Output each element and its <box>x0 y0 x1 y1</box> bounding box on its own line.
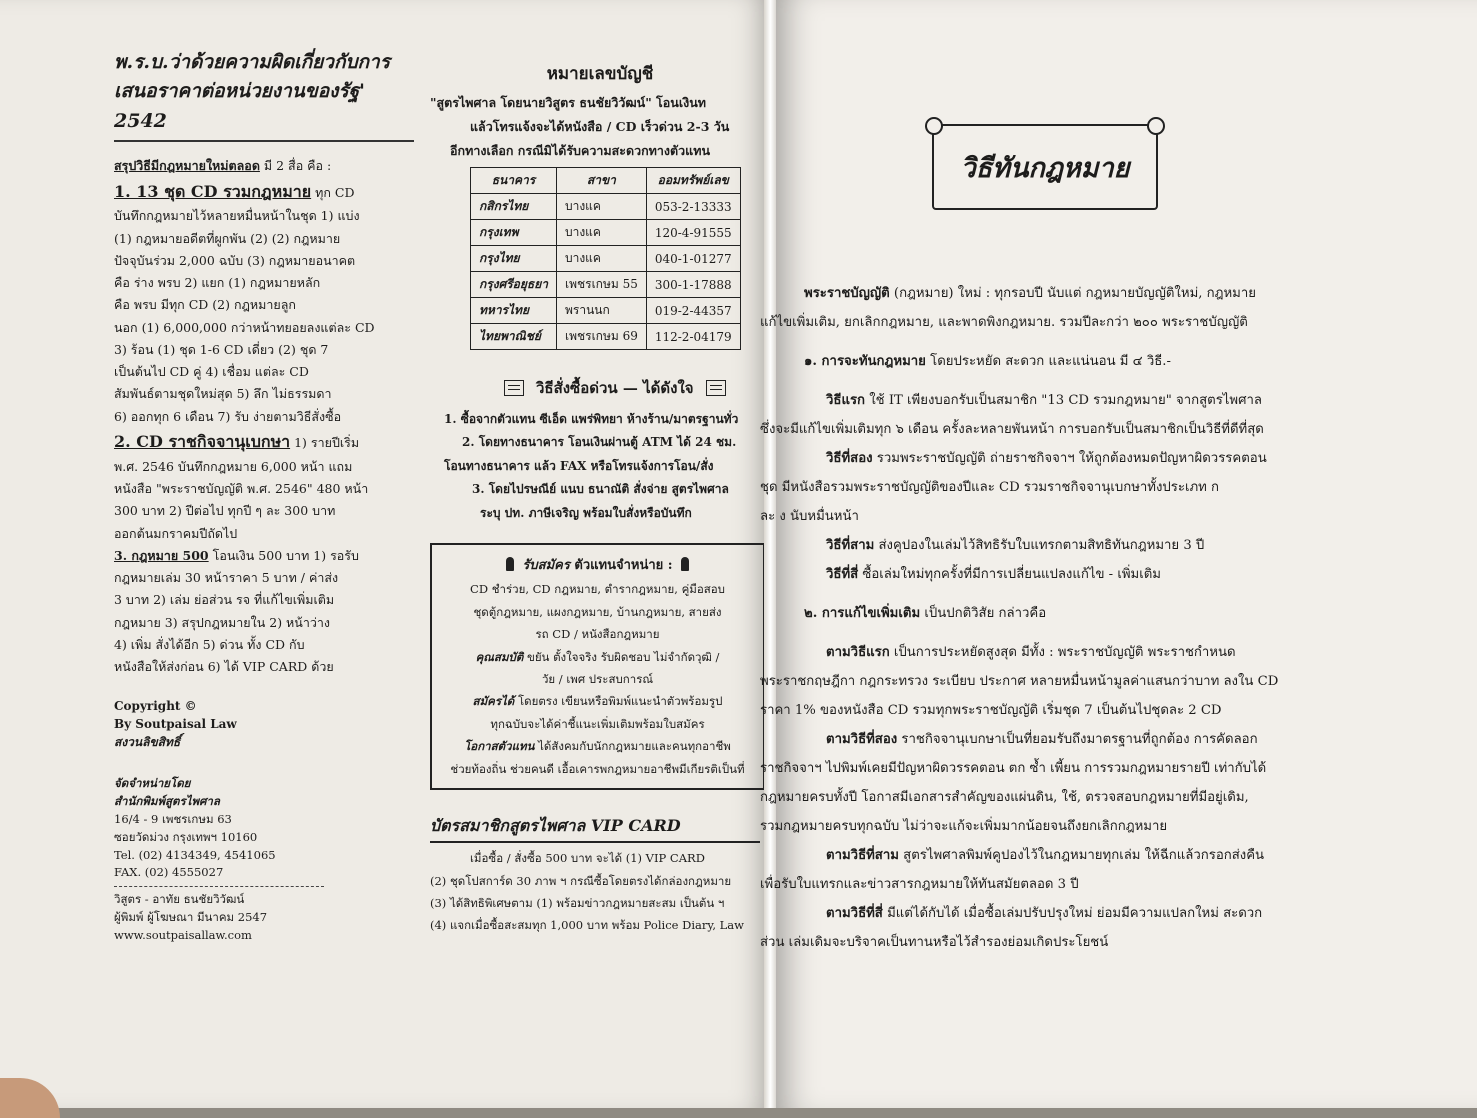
account-line-3: อีกทางเลือก กรณีมิได้รับความสะดวกทางตัวแทน <box>450 143 710 158</box>
vip-line-3: (3) ได้สิทธิพิเศษตาม (1) พร้อมข่าวกฎหมายสะสม เป็นต้น ฯ <box>430 895 725 910</box>
recruit-line-3: รถ CD / หนังสือกฎหมาย <box>535 627 660 642</box>
scroll-title-banner <box>932 124 1158 210</box>
recruit-heading <box>438 553 757 578</box>
person-icon <box>681 557 689 571</box>
table-row <box>471 298 741 324</box>
order-title: วิธีสั่งซื้อด่วน — ได้ดังใจ <box>536 379 694 397</box>
qualification-text: ขยัน ตั้งใจจริง รับผิดชอบ ไม่จำกัดวุฒิ / <box>526 649 720 664</box>
bank-name: กรุงไทย <box>471 246 557 272</box>
vip-line-2: (2) ชุดโปสการ์ด 30 ภาพ ฯ กรณีซื้อโดยตรงได้กล่องกฎหมาย <box>430 873 732 888</box>
col-header-account: ออมทรัพย์เลข <box>646 168 740 194</box>
branch-name: บางแค <box>556 246 646 272</box>
s2-method-1 <box>760 641 1355 662</box>
opportunity-text: ได้สังคมกับนักกฎหมายและคนทุกอาชีพ <box>538 739 731 754</box>
branch-name: เพชรเกษม 55 <box>556 272 646 298</box>
right-column <box>760 282 1355 952</box>
copyright-line-3: สงวนลิขสิทธิ์ <box>114 735 181 750</box>
document-icon <box>504 380 524 396</box>
intro-line-1 <box>760 282 1355 303</box>
recruit-label: รับสมัคร <box>522 557 570 573</box>
s2-method-1-cont2: ราคา 1% ของหนังสือ CD รวมทุกพระราชบัญญัติ เริ่มชุด 7 เป็นต้นไปชุดละ 2 CD <box>760 703 1222 718</box>
item1-line-4: คือ ร่าง พรบ 2) แยก (1) กฎหมายหลัก <box>114 275 321 291</box>
recruit-line-9: ช่วยท้องถิ่น ช่วยคนดี เอื้อเคารพกฎหมายอาชีพมีเกียรติเป็นที่ <box>450 761 745 776</box>
recruit-line-7: ทุกฉบับจะได้ค่าชี้แนะเพิ่มเติมพร้อมใบสมัคร <box>490 716 705 731</box>
item1-line-1: บันทึกกฎหมายไว้หลายหมื่นหน้าในชุด 1) แบ่ง <box>114 208 360 224</box>
col-header-branch: สาขา <box>556 168 646 194</box>
agent-recruitment-box <box>430 543 765 790</box>
item2-line-0 <box>114 429 414 455</box>
s2-method-2 <box>760 728 1355 749</box>
section-1-rest: โดยประหยัด สะดวก และแน่นอน มี ๔ วิธี.- <box>930 354 1171 369</box>
section-2-title: ๒. การแก้ไขเพิ่มเติม <box>804 606 921 621</box>
item2-line-2: หนังสือ "พระราชบัญญัติ พ.ศ. 2546" 480 หน้า <box>114 481 369 497</box>
item2-line-4: ออกต้นมกราคมปีถัดไป <box>114 525 238 541</box>
bank-name: ไทยพาณิชย์ <box>471 324 557 350</box>
order-line-3: โอนทางธนาคาร แล้ว FAX หรือโทรแจ้งการโอน/สั่ง <box>444 458 714 473</box>
vip-card-list <box>430 847 770 937</box>
s1-method-1-label: วิธีแรก <box>826 393 866 408</box>
branch-name: บางแค <box>556 194 646 220</box>
apply-label: สมัครได้ <box>472 694 515 709</box>
item3-line-4: 4) เพิ่ม สั่งได้อีก 5) ด่วน ทั้ง CD กับ <box>114 636 305 652</box>
s1-method-2 <box>760 447 1355 468</box>
table-row <box>471 324 741 350</box>
table-row <box>471 220 741 246</box>
s2-method-3-text: สูตรไพศาลพิมพ์คูปองไว้ในกฎหมายทุกเล่ม ให้ฉีกแล้วกรอกส่งคืน <box>903 848 1265 863</box>
bank-name: กรุงเทพ <box>471 220 557 246</box>
recruit-line-5: วัย / เพศ ประสบการณ์ <box>541 671 654 686</box>
item3-line-3: กฎหมาย 3) สรุปกฎหมายใน 2) หน้าว่าง <box>114 614 330 630</box>
copyright-block <box>114 697 414 751</box>
s2-method-2-label: ตามวิธีที่สอง <box>826 732 898 747</box>
s2-method-3 <box>760 844 1355 865</box>
section-2-heading <box>760 602 1355 623</box>
distributor-block <box>114 775 414 944</box>
item1-text-0: ทุก CD <box>315 184 355 200</box>
s1-method-4-text: ซื้อเล่มใหม่ทุกครั้งที่มีการเปลี่ยนแปลงแก้ไข - เพิ่มเติม <box>862 567 1161 582</box>
person-icon <box>506 557 514 571</box>
account-title: หมายเลขบัญชี <box>546 64 654 84</box>
middle-column <box>430 60 770 937</box>
left-column <box>114 48 414 945</box>
item3-line-0 <box>114 546 414 566</box>
distributor-line-4: ซอยวัดม่วง กรุงเทพฯ 10160 <box>114 829 258 844</box>
item1-line-7: 3) ร้อน (1) ชุด 1-6 CD เดี่ยว (2) ชุด 7 <box>114 341 329 357</box>
s1-method-1 <box>760 389 1355 410</box>
s1-method-4-label: วิธีที่สี่ <box>826 567 859 582</box>
page-title: วิธีทันกฎหมาย <box>960 152 1130 184</box>
branch-name: เพชรเกษม 69 <box>556 324 646 350</box>
qualification-label: คุณสมบัติ <box>475 649 524 664</box>
recruit-opportunity <box>438 735 757 757</box>
s1-method-1-text: ใช้ IT เพียงบอกรับเป็นสมาชิก "13 CD รวมกฎหมาย" จากสูตรไพศาล <box>869 393 1262 408</box>
bank-name: ทหารไทย <box>471 298 557 324</box>
item1-title: 1. 13 ชุด CD รวมกฎหมาย <box>114 181 312 201</box>
s2-method-1-text: เป็นการประหยัดสูงสุด มีทั้ง : พระราชบัญญัติ พระราชกำหนด <box>893 645 1236 660</box>
distributor-line-7: วิสูตร - อาทัย ธนชัยวิวัฒน์ <box>114 892 245 907</box>
intro-bold: พระราชบัญญัติ <box>804 286 890 301</box>
s2-method-3-cont: เพื่อรับใบแทรกและข่าวสารกฎหมายให้ทันสมัยตลอด 3 ปี <box>760 877 1079 892</box>
account-number: 019-2-44357 <box>646 298 740 324</box>
distributor-line-5: Tel. (02) 4134349, 4541065 <box>114 847 276 862</box>
item1-line-9: สัมพันธ์ตามชุดใหม่สุด 5) ลึก ไม่ธรรมดา <box>114 386 332 402</box>
header-divider <box>114 140 414 142</box>
account-number: 120-4-91555 <box>646 220 740 246</box>
account-line-1: "สูตรไพศาล โดยนายวิสูตร ธนชัยวิวัฒน์" โอนเงินท <box>430 95 706 110</box>
s1-method-2-label: วิธีที่สอง <box>826 451 873 466</box>
bank-account-table <box>470 167 741 350</box>
item2-title: 2. CD ราชกิจจานุเบกษา <box>114 431 291 451</box>
summary-lead: สรุปวิธีมีกฎหมายใหม่ตลอด <box>114 158 260 174</box>
item1-line-5: คือ พรบ มีทุก CD (2) กฎหมายลูก <box>114 297 296 313</box>
s2-method-4-cont: ส่วน เล่มเดิมจะบริจาคเป็นทานหรือไว้สำรองย่อมเกิดประโยชน์ <box>760 935 1109 950</box>
item3-line-1: กฎหมายเล่ม 30 หน้าราคา 5 บาท / ค่าส่ง <box>114 570 339 586</box>
apply-text: โดยตรง เขียนหรือพิมพ์แนะนำตัวพร้อมรูป <box>517 694 723 709</box>
item3-line-2: 3 บาท 2) เล่ม ย่อส่วน รจ ที่แก้ไขเพิ่มเติม <box>114 592 335 608</box>
s2-method-4-text: มีแต่ได้กับได้ เมื่อซื้อเล่มปรับปรุงใหม่ ย่อมมีความแปลกใหม่ สะดวก <box>887 906 1263 921</box>
table-row <box>471 194 741 220</box>
account-line-2: แล้วโทรแจ้งจะได้หนังสือ / CD เร็วด่วน 2-3 วัน <box>470 119 730 134</box>
s1-method-2-cont: ชุด มีหนังสือรวมพระราชบัญญัติของปีและ CD รวมราชกิจจานุเบกษาทั้งประเภท ก <box>760 480 1220 495</box>
copyright-line-1: Copyright © <box>114 699 197 714</box>
s1-method-4 <box>760 563 1355 584</box>
s1-method-3-text: ส่งคูปองในเล่มไว้สิทธิรับใบแทรกตามสิทธิทันกฎหมาย 3 ปี <box>878 538 1205 553</box>
summary-rest: มี 2 สื่อ คือ : <box>263 158 332 174</box>
distributor-line-1: จัดจำหน่ายโดย <box>114 776 191 791</box>
s1-method-3-label: วิธีที่สาม <box>826 538 875 553</box>
table-header-row <box>471 168 741 194</box>
item1-line-10: 6) ออกทุก 6 เดือน 7) รับ ง่ายตามวิธีสั่งซื้อ <box>114 408 342 424</box>
intro-rest: (กฎหมาย) ใหม่ : ทุกรอบปี นับแต่ กฎหมายบัญญัติใหม่, กฎหมาย <box>893 286 1256 301</box>
item3-text-0: โอนเงิน 500 บาท 1) รอรับ <box>212 547 359 563</box>
branch-name: พรานนก <box>556 298 646 324</box>
website-text: www.soutpaisallaw.com <box>114 927 252 942</box>
bank-name: กสิกรไทย <box>471 194 557 220</box>
item3-title: 3. กฎหมาย 500 <box>114 547 209 563</box>
s1-method-1-cont: ซึ่งจะมีแก้ไขเพิ่มเติมทุก ๖ เดือน ครั้งละหลายพันหน้า การบอกรับเป็นสมาชิกเป็นวิธีที่ดีที่สุด <box>760 422 1264 437</box>
item1-line-3: ปัจจุบันร่วม 2,000 ฉบับ (3) กฎหมายอนาคต <box>114 252 356 268</box>
distributor-line-3: 16/4 - 9 เพชรเกษม 63 <box>114 812 232 826</box>
table-row <box>471 272 741 298</box>
section-1-title: ๑. การจะทันกฎหมาย <box>804 354 926 369</box>
recruit-sub: ตัวแทนจำหน่าย : <box>574 557 673 573</box>
vip-line-1: เมื่อซื้อ / สั่งซื้อ 500 บาท จะได้ (1) VIP CARD <box>470 851 705 866</box>
order-line-2: 2. โดยทางธนาคาร โอนเงินผ่านตู้ ATM ได้ 24 ชม. <box>462 435 737 450</box>
order-heading <box>504 376 770 400</box>
intro-line-2: แก้ไขเพิ่มเติม, ยกเลิกกฎหมาย, และพาดพิงกฎหมาย. รวมปีละกว่า ๒๐๐ พระราชบัญญัติ <box>760 315 1248 330</box>
recruit-qualification <box>438 646 757 668</box>
vip-line-4: (4) แจกเมื่อซื้อสะสมทุก 1,000 บาท พร้อม Police Diary, Law <box>430 918 744 933</box>
s2-method-3-label: ตามวิธีที่สาม <box>826 848 899 863</box>
recruit-line-1: CD ชำร่วย, CD กฎหมาย, ตำรากฎหมาย, คู่มือสอบ <box>470 582 725 597</box>
opportunity-label: โอกาสตัวแทน <box>464 739 535 754</box>
s2-method-2-text: ราชกิจจานุเบกษาเป็นที่ยอมรับถึงมาตรฐานที่ถูกต้อง การคัดลอก <box>901 732 1258 747</box>
order-line-4: 3. โดยไปรษณีย์ แนบ ธนาณัติ สั่งจ่าย สูตรไพศาล <box>472 482 729 497</box>
table-row <box>471 246 741 272</box>
header-line-2: เสนอราคาต่อหน่วยงานของรัฐ' 2542 <box>114 80 365 132</box>
s2-method-1-label: ตามวิธีแรก <box>826 645 890 660</box>
section-2-rest: เป็นปกติวิสัย กล่าวคือ <box>924 606 1047 621</box>
s2-method-2-cont: ราชกิจจาฯ ไปพิมพ์เคยมีปัญหาผิดวรรคตอน ตก ซ้ำ เพี้ยน การรวมกฎหมายรายปี เท่ากับได้ <box>760 761 1267 776</box>
bank-name: กรุงศรีอยุธยา <box>471 272 557 298</box>
account-number: 053-2-13333 <box>646 194 740 220</box>
branch-name: บางแค <box>556 220 646 246</box>
item3-line-5: หนังสือให้ส่งก่อน 6) ได้ VIP CARD ด้วย <box>114 659 334 675</box>
item1-line-8: เป็นต้นไป CD คู่ 4) เชื่อม แต่ละ CD <box>114 364 309 380</box>
s1-method-2-cont2: ละ ง นับหมื่นหน้า <box>760 509 859 524</box>
col-header-bank: ธนาคาร <box>471 168 557 194</box>
recruit-line-2: ชุดตู้กฎหมาย, แผงกฎหมาย, บ้านกฎหมาย, สายส่ง <box>473 604 722 619</box>
item2-line-1: พ.ศ. 2546 บันทึกกฎหมาย 6,000 หน้า แถม <box>114 458 353 474</box>
copyright-line-2: By Soutpaisal Law <box>114 717 237 732</box>
distributor-line-6: FAX. (02) 4555027 <box>114 865 224 880</box>
header-line-1: พ.ร.บ.ว่าด้วยความผิดเกี่ยวกับการ <box>114 51 390 73</box>
item1-line-0 <box>114 179 414 205</box>
order-line-1: 1. ซื้อจากตัวแทน ซีเอ็ด แพร่พิทยา ห้างร้าน/มาตรฐานทั่ว <box>444 412 739 426</box>
s2-method-2-cont2: กฎหมายครบทั้งปี โอกาสมีเอกสารสำคัญของแผ่นดิน, ใช้, ตรวจสอบกฎหมายที่มีอยู่เดิม, <box>760 790 1249 805</box>
summary-line <box>114 156 414 176</box>
account-number: 300-1-17888 <box>646 272 740 298</box>
item2-line-3: 300 บาท 2) ปีต่อไป ทุกปี ๆ ละ 300 บาท <box>114 503 336 519</box>
distributor-line-2: สำนักพิมพ์สูตรไพศาล <box>114 794 220 809</box>
vip-card-title: บัตรสมาชิกสูตรไพศาล VIP CARD <box>430 814 760 843</box>
s2-method-4 <box>760 902 1355 923</box>
distributor-divider <box>114 886 324 887</box>
document-icon <box>706 380 726 396</box>
s2-method-4-label: ตามวิธีที่สี่ <box>826 906 883 921</box>
s1-method-2-text: รวมพระราชบัญญัติ ถ่ายราชกิจจาฯ ให้ถูกต้องหมดปัญหาผิดวรรคตอน <box>876 451 1267 466</box>
section-1-heading <box>760 350 1355 371</box>
s1-method-3 <box>760 534 1355 555</box>
s2-method-2-cont3: รวมกฎหมายครบทุกฉบับ ไม่ว่าจะแก้จะเพิ่มมากน้อยจนถึงยกเลิกกฎหมาย <box>760 819 1168 834</box>
account-number: 112-2-04179 <box>646 324 740 350</box>
recruit-apply <box>438 690 757 712</box>
s2-method-1-cont: พระราชกฤษฎีกา กฎกระทรวง ระเบียบ ประกาศ หลายหมื่นหน้ามูลค่าแสนกว่าบาท ลงใน CD <box>760 674 1279 689</box>
account-number: 040-1-01277 <box>646 246 740 272</box>
item1-line-6: นอก (1) 6,000,000 กว่าหน้าทยอยลงแต่ละ CD <box>114 319 375 335</box>
item1-line-2: (1) กฎหมายอดีตที่ผูกพัน (2) (2) กฎหมาย <box>114 230 341 246</box>
order-list <box>444 408 770 525</box>
distributor-line-8: ผู้พิมพ์ ผู้โฆษณา มีนาคม 2547 <box>114 910 268 925</box>
order-line-5: ระบุ ปท. ภาษีเจริญ พร้อมใบสั่งหรือบันทึก <box>480 505 692 520</box>
item2-text-0: 1) รายปีเริ่ม <box>294 434 360 450</box>
